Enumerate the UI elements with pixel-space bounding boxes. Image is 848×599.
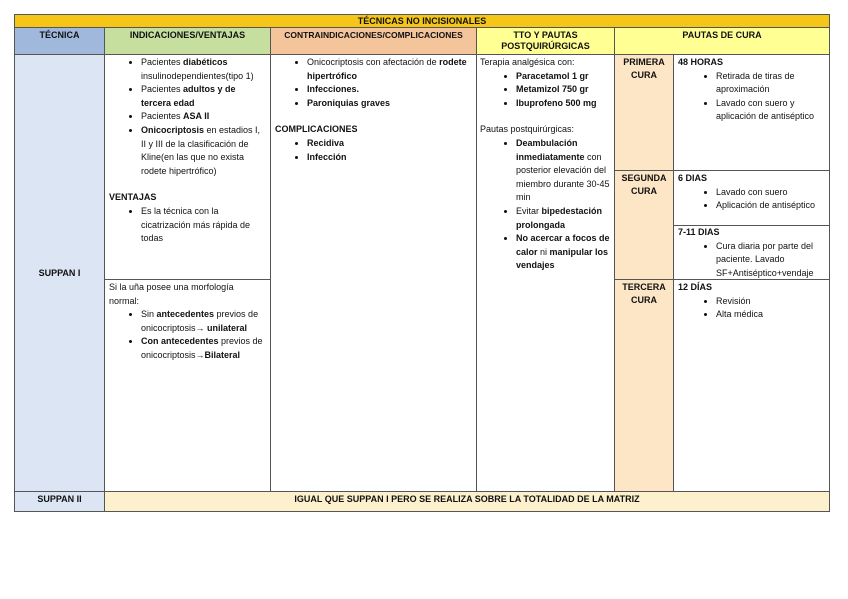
cura-12d-content (678, 281, 826, 322)
list-item: • Pacientes adultos y de tercera edad (141, 83, 265, 110)
header-contraindicaciones: CONTRAINDICACIONES/COMPLICACIONES (270, 27, 477, 55)
cura-6d-content (678, 172, 826, 213)
header-tto (476, 27, 615, 55)
list-item: • Evitar bipedestación prolongada (516, 205, 612, 232)
table-title: TÉCNICAS NO INCISIONALES (14, 14, 830, 28)
segunda-cura-cell (614, 170, 674, 280)
primera-cura-cell (614, 54, 674, 171)
tto-cell (476, 54, 615, 492)
list-item: • Lavado con suero y aplicación de antiséptico (716, 97, 826, 124)
cura-12d-title: 12 DÍAS (678, 282, 713, 292)
list-item: • Infecciones. (307, 83, 471, 97)
list-item: • Deambulación inmediatamente con posterior elevación del miembro durante 30-45 min (516, 137, 612, 205)
ventajas-title: VENTAJAS (109, 192, 157, 203)
morfologia-content (109, 281, 265, 363)
cura-48h-cell (673, 54, 830, 171)
row-label-suppan2: SUPPAN II (14, 491, 105, 512)
contraindicaciones-content (275, 56, 471, 164)
list-item: • Con antecedentes previos de onicocriptosis→Bilateral (141, 335, 265, 362)
list-item: • Infección (307, 151, 471, 165)
list-item: • Retirada de tiras de aproximación (716, 70, 826, 97)
morfologia-intro: Si la uña posee una morfología normal: (109, 282, 234, 306)
complicaciones-title: COMPLICACIONES (275, 124, 358, 135)
list-item: • Lavado con suero (716, 186, 826, 200)
segunda-cura-line2: CURA (631, 186, 657, 196)
list-item: • Sin antecedentes previos de onicocriptosis→ unilateral (141, 308, 265, 335)
list-item: • No acercar a focos de calor ni manipular los vendajes (516, 232, 612, 273)
header-tto-line2: POSTQUIRÚRGICAS (501, 41, 590, 51)
cura-48h-content (678, 56, 826, 124)
indicaciones-cell (104, 54, 271, 280)
header-tto-line1: TTO Y PAUTAS (513, 30, 578, 40)
list-item: • Cura diaria por parte del paciente. Lavado SF+Antiséptico+vendaje (716, 240, 828, 281)
pautas-intro: Pautas postquirúrgicas: (480, 124, 575, 135)
segunda-cura-line1: SEGUNDA (621, 173, 667, 183)
tercera-cura-line2: CURA (631, 295, 657, 305)
list-item: • Paroniquias graves (307, 97, 471, 111)
list-item: • Paracetamol 1 gr (516, 70, 612, 84)
list-item: • Aplicación de antiséptico (716, 199, 826, 213)
list-item: • Pacientes ASA II (141, 110, 265, 124)
tto-intro: Terapia analgésica con: (480, 57, 575, 67)
cura-711d-cell (673, 225, 830, 280)
tecnicas-table (14, 14, 830, 512)
cura-6d-cell (673, 170, 830, 226)
tto-content (480, 56, 612, 273)
primera-cura-line1: PRIMERA (623, 57, 665, 67)
cura-12d-cell (673, 279, 830, 492)
header-tecnica: TÉCNICA (14, 27, 105, 55)
row-label-suppan1: SUPPAN I (14, 54, 105, 492)
cura-6d-title: 6 DIAS (678, 173, 708, 183)
list-item: • Onicocriptosis con afectación de rodete hipertrófico (307, 56, 471, 83)
tercera-cura-line1: TERCERA (622, 282, 666, 292)
indicaciones-content (109, 56, 265, 246)
header-pautas: PAUTAS DE CURA (614, 27, 830, 55)
list-item: • Pacientes diabéticos insulinodependientes(tipo 1) (141, 56, 265, 83)
list-item: • Ibuprofeno 500 mg (516, 97, 612, 111)
list-item: • Revisión (716, 295, 826, 309)
cura-48h-title: 48 HORAS (678, 57, 724, 67)
morfologia-cell (104, 279, 271, 492)
list-item: • Es la técnica con la cicatrización más rápida de todas (141, 205, 265, 246)
list-item: • Recidiva (307, 137, 471, 151)
cura-711d-content (678, 226, 828, 280)
contraindicaciones-cell (270, 54, 477, 492)
list-item: • Onicocriptosis en estadios I, II y III de la clasificación de Kline(en las que no exista rodete hipertrófico) (141, 124, 265, 178)
header-indicaciones: INDICACIONES/VENTAJAS (104, 27, 271, 55)
suppan2-text-cell: IGUAL QUE SUPPAN I PERO SE REALIZA SOBRE LA TOTALIDAD DE LA MATRIZ (104, 491, 830, 512)
list-item: • Metamizol 750 gr (516, 83, 612, 97)
tercera-cura-cell (614, 279, 674, 492)
cura-711d-title: 7-11 DIAS (678, 227, 720, 237)
list-item: • Alta médica (716, 308, 826, 322)
primera-cura-line2: CURA (631, 70, 657, 80)
